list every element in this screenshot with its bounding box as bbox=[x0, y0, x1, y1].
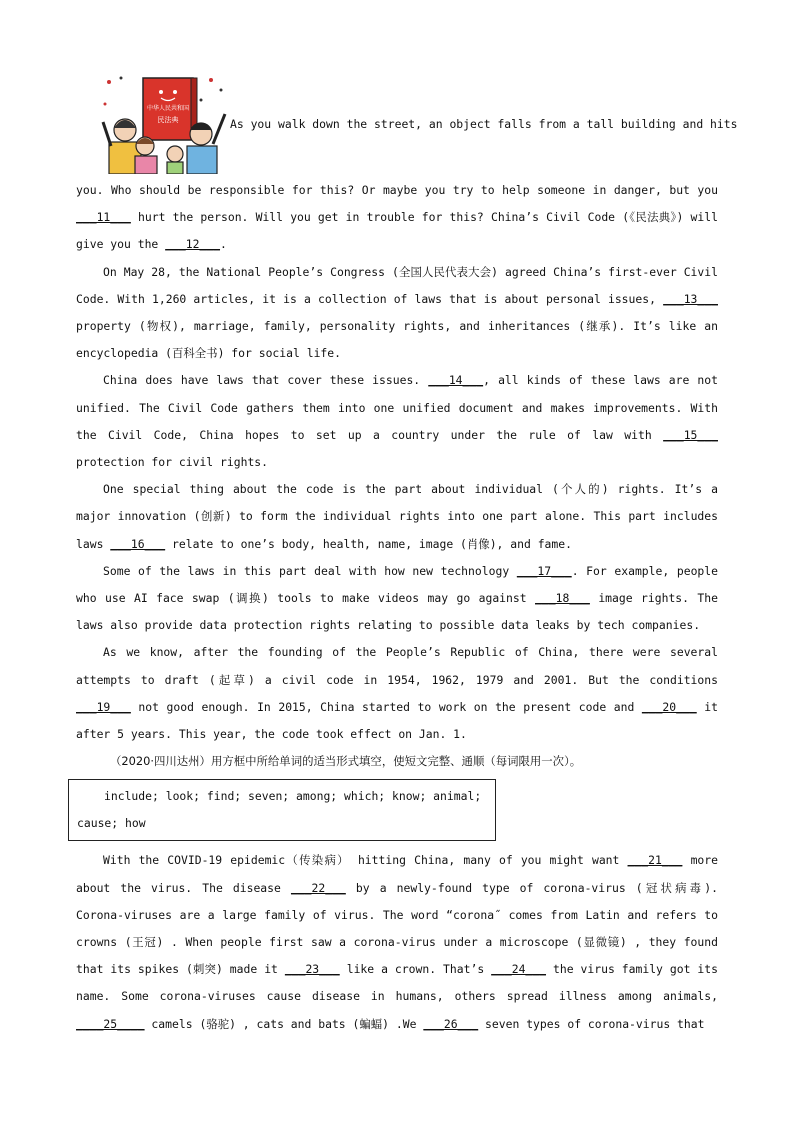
blank-17[interactable]: ___17___ bbox=[516, 563, 572, 578]
text-segment: more about the virus. The disease bbox=[76, 853, 718, 895]
passage1-paragraph-4 bbox=[76, 476, 718, 558]
text-segment: the virus family got its name. Some corona-viruses cause disease in humans, others spread illness among animals, bbox=[76, 962, 718, 1004]
blank-11[interactable]: ___11___ bbox=[76, 210, 131, 225]
text-segment: relate to one’s body, health, name, image (肖像), and fame. bbox=[165, 536, 572, 551]
text-segment: As we know, after the founding of the People’s Republic of China, there were several attempts to draft (起草) a civil code in 1954, 1962, 1979 and 2001. But the conditions bbox=[76, 645, 718, 687]
blank-16[interactable]: ___16___ bbox=[110, 536, 166, 551]
text-segment: On May 28, the National People’s Congress (全国人民代表大会) agreed China’s first-ever Civil Code. With 1,260 articles, it is a collection of laws that is about personal issues, bbox=[76, 264, 718, 306]
passage1-paragraph-1 bbox=[76, 177, 718, 259]
passage2-paragraph-1 bbox=[76, 847, 718, 1037]
blank-22[interactable]: ___22___ bbox=[290, 880, 346, 895]
text-segment: Some of the laws in this part deal with how new technology bbox=[103, 563, 517, 578]
text-segment: like a crown. That’s bbox=[339, 962, 492, 977]
blank-23[interactable]: ___23___ bbox=[284, 962, 340, 977]
text-segment: seven types of corona-virus that bbox=[478, 1016, 705, 1031]
text-segment: hurt the person. Will you get in trouble for this? China’s Civil Code (《民法典》) will give you the bbox=[76, 210, 718, 252]
blank-13[interactable]: ___13___ bbox=[663, 291, 718, 306]
text-segment: With the COVID-19 epidemic（传染病） hitting China, many of you might want bbox=[103, 853, 628, 868]
text-segment: image rights. The laws also provide data protection rights relating to possible data leaks by tech companies. bbox=[76, 591, 718, 633]
blank-20[interactable]: ___20___ bbox=[641, 699, 697, 714]
text-segment: not good enough. In 2015, China started to work on the present code and bbox=[130, 699, 642, 714]
passage1-paragraph-2 bbox=[76, 259, 718, 368]
blank-21[interactable]: ___21___ bbox=[627, 853, 683, 868]
passage1-first-line: As you walk down the street, an object falls from a tall building and hits bbox=[230, 117, 738, 131]
blank-12[interactable]: ___12___ bbox=[165, 237, 221, 252]
blank-24[interactable]: ___24___ bbox=[491, 962, 547, 977]
book-title-line1: 中华人民共和国 bbox=[146, 105, 190, 112]
word-box-list: include; look; find; seven; among; which; know; animal; cause; how bbox=[77, 789, 482, 831]
passage1-paragraph-6 bbox=[76, 639, 718, 748]
blank-25[interactable]: ____25____ bbox=[76, 1016, 145, 1031]
text-segment: it after 5 years. This year, the code took effect on Jan. 1. bbox=[76, 699, 718, 742]
text-segment: . For example, people who use AI face swap (调换) tools to make videos may go against bbox=[76, 563, 719, 606]
passage-body bbox=[76, 177, 718, 1038]
blank-26[interactable]: ___26___ bbox=[423, 1016, 479, 1031]
section2-heading: （2020·四川达州）用方框中所给单词的适当形式填空，使短文完整、通顺（每词限用一次）。 bbox=[110, 754, 582, 769]
text-segment: camels (骆驼) , cats and bats (蝙蝠) .We bbox=[144, 1016, 424, 1031]
text-segment: by a newly-found type of corona-virus (冠状病毒). Corona-viruses are a large family of virus. The word “corona˝ comes from Latin and refers to crowns (王冠) . When people first saw a corona-virus under a microscope (显微镜) , they found that its spikes (刺突) made it bbox=[76, 880, 718, 977]
civil-code-illustration bbox=[101, 74, 229, 174]
passage1-paragraph-3 bbox=[76, 367, 718, 476]
text-segment: China does have laws that cover these issues. bbox=[103, 373, 429, 388]
text-segment: . bbox=[220, 237, 227, 252]
text-segment: , all kinds of these laws are not unified. The Civil Code gathers them into one unified document and makes improvements. With the Civil Code, China hopes to set up a country under the rule of law with bbox=[76, 373, 718, 442]
book-title-line2: 民法典 bbox=[157, 116, 179, 124]
text-segment: you. Who should be responsible for this? Or maybe you try to help someone in danger, but you bbox=[76, 183, 718, 197]
blank-15[interactable]: ___15___ bbox=[663, 427, 718, 442]
blank-18[interactable]: ___18___ bbox=[535, 591, 590, 606]
blank-19[interactable]: ___19___ bbox=[76, 699, 131, 714]
text-segment: One special thing about the code is the part about individual (个人的) rights. It’s a major innovation (创新) to form the individual rights into one part alone. This part includes laws bbox=[76, 482, 718, 551]
passage1-paragraph-5 bbox=[76, 558, 718, 640]
blank-14[interactable]: ___14___ bbox=[428, 373, 484, 388]
text-segment: protection for civil rights. bbox=[76, 455, 269, 470]
word-box bbox=[68, 779, 496, 841]
text-segment: property (物权), marriage, family, personality rights, and inheritances (继承). It’s like an encyclopedia (百科全书) for social life. bbox=[76, 319, 718, 361]
